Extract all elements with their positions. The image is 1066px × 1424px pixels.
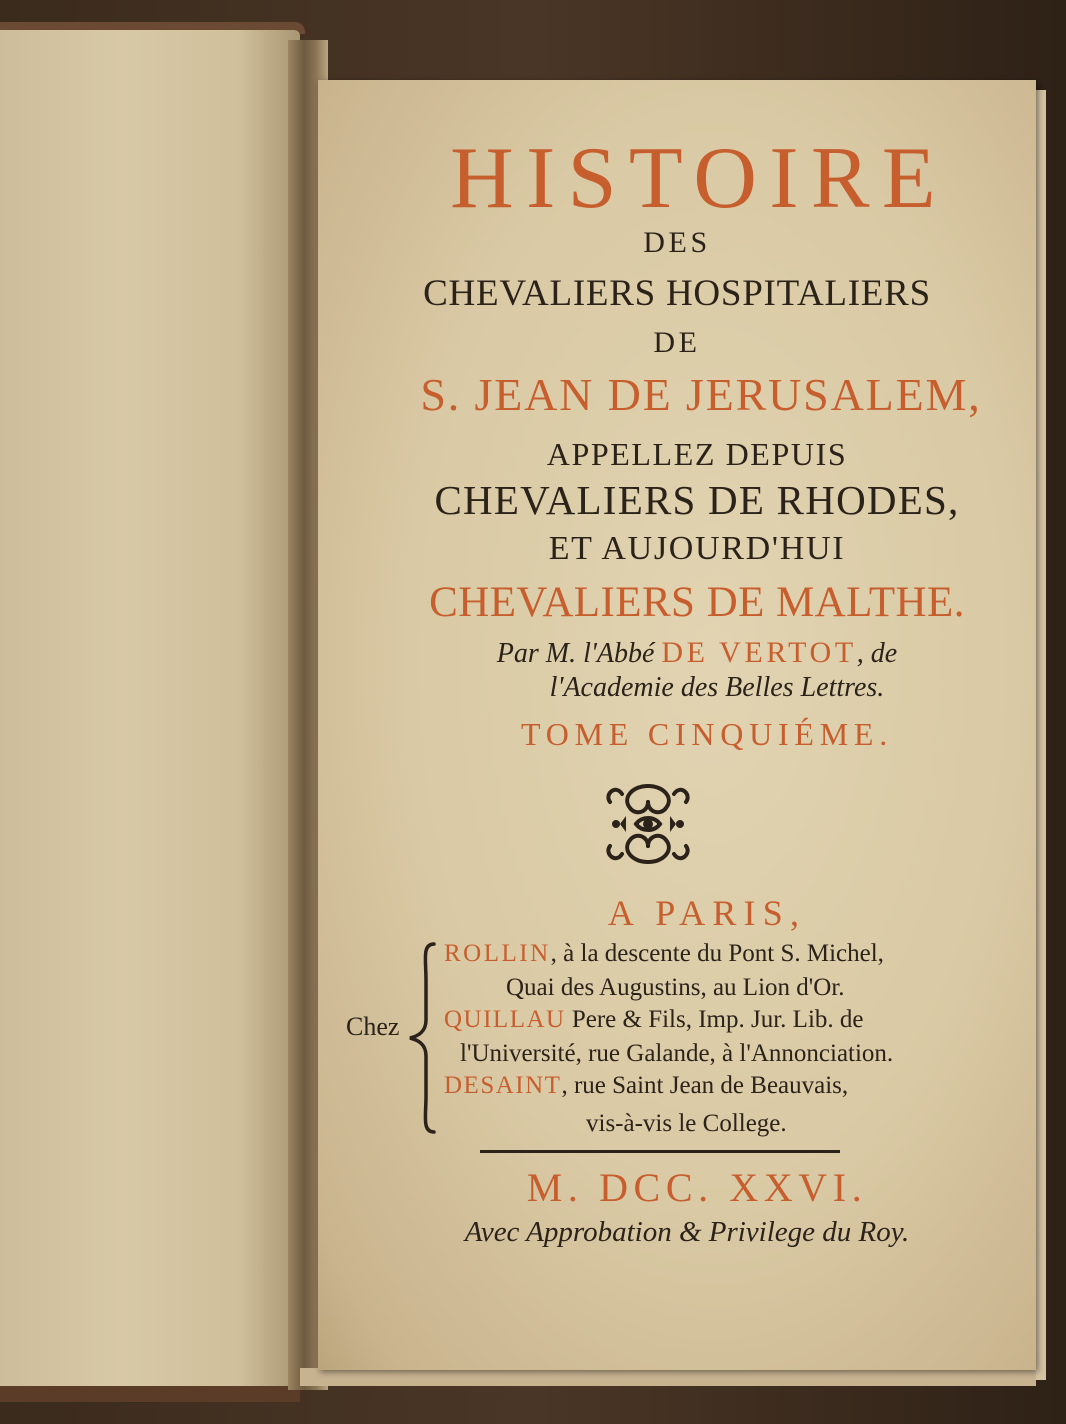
publisher-quillau bbox=[444, 1006, 864, 1034]
publisher-rollin-continuation: Quai des Augustins, au Lion d'Or. bbox=[506, 974, 845, 1001]
publisher-address: , rue Saint Jean de Beauvais, bbox=[561, 1072, 849, 1099]
left-endpaper bbox=[0, 30, 300, 1390]
imprint-chez: Chez bbox=[346, 1012, 400, 1041]
author-suffix: , de bbox=[856, 638, 898, 669]
publisher-desaint-continuation: vis-à-vis le College. bbox=[586, 1110, 787, 1137]
title-line-des: DES bbox=[643, 226, 711, 259]
publisher-name: DESAINT bbox=[444, 1072, 562, 1099]
publisher-name: ROLLIN bbox=[444, 940, 551, 967]
author-name: DE VERTOT bbox=[661, 636, 857, 669]
title-line-rhodes: CHEVALIERS DE RHODES, bbox=[434, 477, 960, 523]
title-line-hospitaliers: CHEVALIERS HOSPITALIERS bbox=[423, 273, 931, 314]
imprint-city: A PARIS, bbox=[607, 893, 807, 933]
title-line-appellez: APPELLEZ DEPUIS bbox=[546, 436, 848, 472]
volume-label: TOME CINQUIÉME. bbox=[520, 716, 893, 752]
privilege-line: Avec Approbation & Privilege du Roy. bbox=[464, 1216, 910, 1248]
publisher-rollin bbox=[444, 940, 884, 968]
author-line bbox=[318, 636, 1056, 670]
curly-brace-icon bbox=[404, 940, 440, 1136]
title-line-aujourdhui: ET AUJOURD'HUI bbox=[548, 530, 846, 567]
publisher-name: QUILLAU bbox=[444, 1006, 566, 1033]
author-prefix: Par M. l'Abbé bbox=[496, 638, 655, 669]
author-affiliation: l'Academie des Belles Lettres. bbox=[549, 672, 885, 703]
publication-year: M. DCC. XXVI. bbox=[526, 1165, 868, 1210]
publisher-quillau-continuation: l'Université, rue Galande, à l'Annonciation. bbox=[460, 1040, 894, 1067]
publisher-address: , à la descente du Pont S. Michel, bbox=[550, 940, 884, 967]
left-cover-bottom bbox=[0, 1386, 300, 1402]
title-line-saint-jean: S. JEAN DE JERUSALEM, bbox=[420, 369, 982, 420]
title-line-de: DE bbox=[653, 326, 701, 359]
book-title: HISTOIRE bbox=[450, 130, 948, 227]
title-line-malthe: CHEVALIERS DE MALTHE. bbox=[429, 579, 965, 626]
publisher-address: Pere & Fils, Imp. Jur. Lib. de bbox=[565, 1006, 864, 1033]
publisher-desaint bbox=[444, 1072, 848, 1100]
page-bottom-edge bbox=[300, 1368, 1036, 1386]
divider-rule bbox=[480, 1150, 840, 1153]
fleuron-ornament-icon bbox=[596, 772, 700, 876]
